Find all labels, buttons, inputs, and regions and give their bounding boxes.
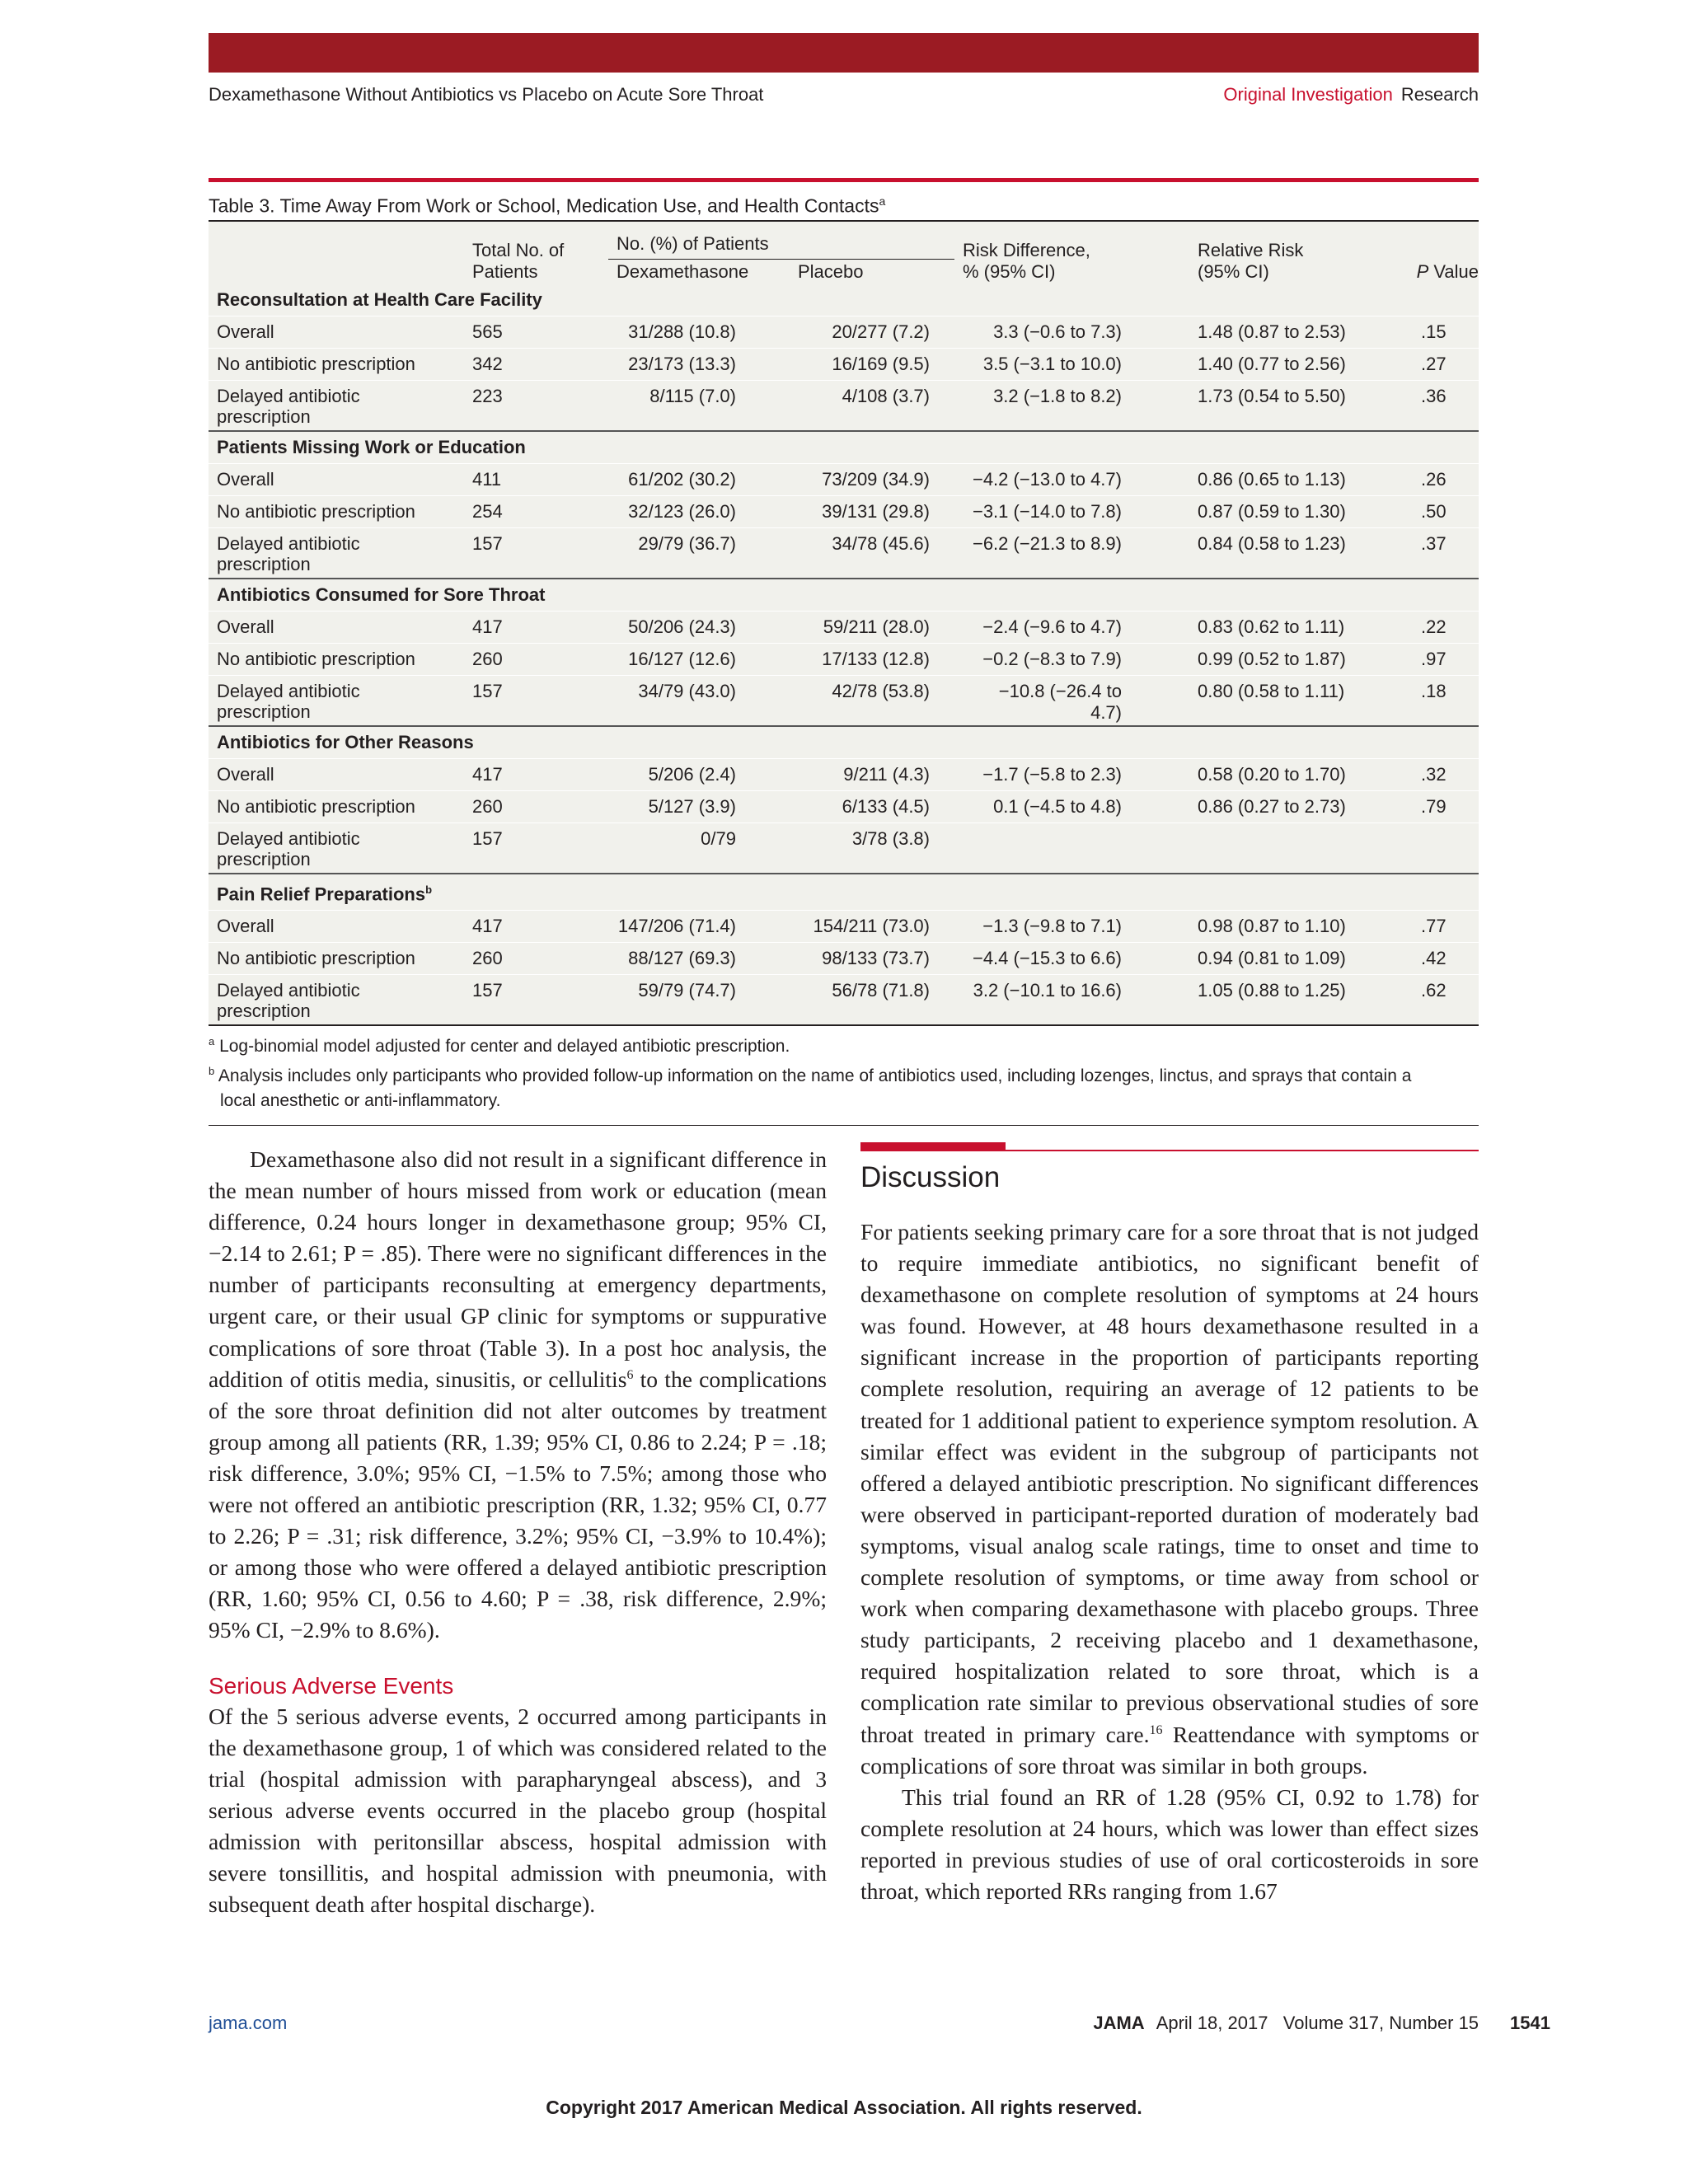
total-patients-cell: 260 [464, 644, 608, 676]
article-type: Original Investigation [1223, 84, 1393, 105]
table-title: Table 3. Time Away From Work or School, Medication Use, and Health Contacts$^a$ [209, 182, 1479, 222]
placebo-cell: 6/133 (4.5) [790, 791, 954, 823]
header-total: Total No. of Patients [472, 240, 565, 282]
relative-risk-cell: 0.58 (0.20 to 1.70) [1189, 759, 1400, 791]
risk-difference-cell: 3.3 (−0.6 to 7.3) [954, 316, 1189, 349]
row-label: Overall [209, 316, 464, 349]
table-section-header: Antibiotics Consumed for Sore Throat [209, 579, 1479, 612]
p-value-cell: .22 [1400, 612, 1479, 644]
dexamethasone-cell: 147/206 (71.4) [608, 911, 790, 943]
total-patients-cell: 342 [464, 349, 608, 381]
relative-risk-cell: 0.83 (0.62 to 1.11) [1189, 612, 1400, 644]
header-dexamethasone: Dexamethasone [608, 260, 790, 284]
table-row [209, 381, 1479, 432]
dexamethasone-cell: 88/127 (69.3) [608, 943, 790, 975]
relative-risk-cell: 0.86 (0.27 to 2.73) [1189, 791, 1400, 823]
placebo-cell: 9/211 (4.3) [790, 759, 954, 791]
risk-difference-cell: −3.1 (−14.0 to 7.8) [954, 496, 1189, 528]
total-patients-cell: 565 [464, 316, 608, 349]
table-section-header: Pain Relief Preparations$^b$ [209, 874, 1479, 911]
relative-risk-cell: 0.86 (0.65 to 1.13) [1189, 464, 1400, 496]
total-patients-cell: 417 [464, 911, 608, 943]
relative-risk-cell: 1.40 (0.77 to 2.56) [1189, 349, 1400, 381]
p-value-cell: .79 [1400, 791, 1479, 823]
row-label: Overall [209, 464, 464, 496]
page-number: 1541 [1510, 2013, 1550, 2033]
table-row [209, 464, 1479, 496]
dexamethasone-cell: 0/79 [608, 823, 790, 874]
placebo-cell: 154/211 (73.0) [790, 911, 954, 943]
p-value-cell: .77 [1400, 911, 1479, 943]
risk-difference-cell: −1.7 (−5.8 to 2.3) [954, 759, 1189, 791]
dexamethasone-cell: 32/123 (26.0) [608, 496, 790, 528]
table-row [209, 911, 1479, 943]
p-value-cell: .15 [1400, 316, 1479, 349]
dexamethasone-cell: 23/173 (13.3) [608, 349, 790, 381]
p-value-cell: .32 [1400, 759, 1479, 791]
journal-citation: JAMA April 18, 2017 Volume 317, Number 15 1541 [1093, 2013, 1550, 2033]
risk-difference-cell: −1.3 (−9.8 to 7.1) [954, 911, 1189, 943]
table-row [209, 349, 1479, 381]
dexamethasone-cell: 61/202 (30.2) [608, 464, 790, 496]
total-patients-cell: 157 [464, 823, 608, 874]
header-placebo: Placebo [790, 260, 954, 284]
risk-difference-cell: 3.2 (−10.1 to 16.6) [954, 975, 1189, 1025]
relative-risk-cell: 0.87 (0.59 to 1.30) [1189, 496, 1400, 528]
left-column [209, 1144, 827, 1920]
total-patients-cell: 157 [464, 975, 608, 1025]
placebo-cell: 34/78 (45.6) [790, 528, 954, 579]
table-row [209, 791, 1479, 823]
p-value-cell: .36 [1400, 381, 1479, 432]
placebo-cell: 17/133 (12.8) [790, 644, 954, 676]
copyright-notice: Copyright 2017 American Medical Association. All rights reserved. [546, 2097, 1142, 2118]
placebo-cell: 42/78 (53.8) [790, 676, 954, 727]
relative-risk-cell: 0.94 (0.81 to 1.09) [1189, 943, 1400, 975]
table-row [209, 823, 1479, 874]
risk-difference-cell: −4.2 (−13.0 to 4.7) [954, 464, 1189, 496]
footnote-mark: b [425, 883, 433, 896]
data-table [209, 222, 1479, 1024]
row-label: Delayed antibiotic prescription [209, 975, 464, 1025]
total-patients-cell: 260 [464, 943, 608, 975]
placebo-cell: 4/108 (3.7) [790, 381, 954, 432]
table-body [209, 284, 1479, 1024]
row-label: No antibiotic prescription [209, 644, 464, 676]
p-value-cell [1400, 823, 1479, 874]
header-group: No. (%) of Patients [617, 233, 769, 255]
p-value-cell: .26 [1400, 464, 1479, 496]
table-row [209, 676, 1479, 727]
citation: 16 [1149, 1722, 1163, 1737]
dexamethasone-cell: 5/206 (2.4) [608, 759, 790, 791]
p-value-cell: .42 [1400, 943, 1479, 975]
dexamethasone-cell: 29/79 (36.7) [608, 528, 790, 579]
table-section-header: Patients Missing Work or Education [209, 431, 1479, 464]
table-row [209, 316, 1479, 349]
p-value-cell: .50 [1400, 496, 1479, 528]
section-label [1223, 84, 1479, 105]
row-label: Overall [209, 612, 464, 644]
row-label: Delayed antibiotic prescription [209, 676, 464, 727]
header-color-bar [209, 33, 1479, 73]
placebo-cell: 59/211 (28.0) [790, 612, 954, 644]
total-patients-cell: 254 [464, 496, 608, 528]
right-column [860, 1142, 1479, 1907]
risk-difference-cell: −2.4 (−9.6 to 4.7) [954, 612, 1189, 644]
relative-risk-cell: 0.80 (0.58 to 1.11) [1189, 676, 1400, 727]
table-header-row [209, 222, 1479, 260]
row-label: Delayed antibiotic prescription [209, 381, 464, 432]
risk-difference-cell: 3.2 (−1.8 to 8.2) [954, 381, 1189, 432]
total-patients-cell: 411 [464, 464, 608, 496]
discussion-rule [860, 1142, 1479, 1152]
risk-difference-cell: −6.2 (−21.3 to 8.9) [954, 528, 1189, 579]
placebo-cell: 39/131 (29.8) [790, 496, 954, 528]
table-row [209, 644, 1479, 676]
dexamethasone-cell: 16/127 (12.6) [608, 644, 790, 676]
row-label: Delayed antibiotic prescription [209, 528, 464, 579]
table-row [209, 759, 1479, 791]
relative-risk-cell: 1.05 (0.88 to 1.25) [1189, 975, 1400, 1025]
row-label: No antibiotic prescription [209, 349, 464, 381]
dexamethasone-cell: 8/115 (7.0) [608, 381, 790, 432]
placebo-cell: 3/78 (3.8) [790, 823, 954, 874]
running-title: Dexamethasone Without Antibiotics vs Placebo on Acute Sore Throat [209, 84, 764, 105]
relative-risk-cell: 1.73 (0.54 to 5.50) [1189, 381, 1400, 432]
total-patients-cell: 260 [464, 791, 608, 823]
total-patients-cell: 157 [464, 528, 608, 579]
table-row [209, 975, 1479, 1025]
footnote-b: $^b$ Analysis includes only participants who provided follow-up information on the name of antibiotics used, including lozenges, linctus, and sprays that contain a local anesthetic or anti-inflammatory. [209, 1065, 1412, 1111]
placebo-cell: 98/133 (73.7) [790, 943, 954, 975]
row-label: Overall [209, 759, 464, 791]
placebo-cell: 16/169 (9.5) [790, 349, 954, 381]
footnote-mark: a [879, 194, 886, 208]
article-category: Research [1400, 84, 1479, 105]
total-patients-cell: 417 [464, 612, 608, 644]
relative-risk-cell: 0.84 (0.58 to 1.23) [1189, 528, 1400, 579]
p-value-cell: .18 [1400, 676, 1479, 727]
table-row [209, 612, 1479, 644]
risk-difference-cell: −0.2 (−8.3 to 7.9) [954, 644, 1189, 676]
row-label: No antibiotic prescription [209, 791, 464, 823]
risk-difference-cell: 3.5 (−3.1 to 10.0) [954, 349, 1189, 381]
p-value-cell: .37 [1400, 528, 1479, 579]
p-value-cell: .62 [1400, 975, 1479, 1025]
row-label: Delayed antibiotic prescription [209, 823, 464, 874]
table-row [209, 943, 1479, 975]
header-p-value: P Value [1416, 261, 1479, 282]
table-row [209, 496, 1479, 528]
dexamethasone-cell: 5/127 (3.9) [608, 791, 790, 823]
body-paragraph: This trial found an RR of 1.28 (95% CI, 0.92 to 1.78) for complete resolution at 24 hours, which was lower than effect sizes reported in previous studies of use of oral corticosteroids in sore throat, which reported RRs ranging from 1.67 [860, 1783, 1479, 1904]
table-end-rule [209, 1125, 1479, 1126]
dexamethasone-cell: 34/79 (43.0) [608, 676, 790, 727]
p-value-cell: .27 [1400, 349, 1479, 381]
header-risk-difference: Risk Difference, % (95% CI) [963, 240, 1090, 282]
p-value-cell: .97 [1400, 644, 1479, 676]
row-label: No antibiotic prescription [209, 943, 464, 975]
table-footnotes [209, 1026, 1479, 1113]
placebo-cell: 73/209 (34.9) [790, 464, 954, 496]
journal-website-link[interactable]: jama.com [209, 2013, 288, 2033]
risk-difference-cell: −10.8 (−26.4 to 4.7) [954, 676, 1189, 727]
body-paragraph: For patients seeking primary care for a sore throat that is not judged to require immediate antibiotics, no significant benefit of dexamethasone on complete resolution of symptoms at 24 hours was found. However, at 48 hours dexamethasone resulted in a significant increase in the proportion of participants reporting complete resolution, requiring an average of 12 patients to be treated for 1 additional patient to experience symptom resolution. A similar effect was evident in the subgroup of participants not offered a delayed antibiotic prescription. No significant differences were observed in participant-reported duration of moderately bad symptoms, visual analog scale ratings, time to onset and time to complete resolution of symptoms, or time away from school or work when comparing dexamethasone with placebo groups. Three study participants, 2 receiving placebo and 1 dexamethasone, required hospitalization related to sore throat, which is a complication rate similar to previous observational studies of sore throat treated in primary care.$^{16}$ Reattendance with symptoms or complications of sore throat was similar in both groups. [860, 1219, 1479, 1779]
relative-risk-cell: 0.98 (0.87 to 1.10) [1189, 911, 1400, 943]
total-patients-cell: 223 [464, 381, 608, 432]
section-subheading: Serious Adverse Events [209, 1672, 454, 1699]
body-paragraph: Of the 5 serious adverse events, 2 occurred among participants in the dexamethasone group, 1 of which was considered related to the trial (hospital admission with parapharyngeal abscess), and 3 serious adverse events occurred in the placebo group (hospital admission with peritonsillar abscess, hospital admission with severe tonsillitis, and hospital admission with pneumonia, with subsequent death after hospital discharge). [209, 1703, 827, 1918]
citation: 6 [626, 1367, 634, 1382]
placebo-cell: 56/78 (71.8) [790, 975, 954, 1025]
running-header [209, 84, 1479, 110]
table-row [209, 528, 1479, 579]
row-label: Overall [209, 911, 464, 943]
dexamethasone-cell: 50/206 (24.3) [608, 612, 790, 644]
risk-difference-cell [954, 823, 1189, 874]
body-paragraph: Dexamethasone also did not result in a significant difference in the mean number of hours missed from work or education (mean difference, 0.24 hours longer in dexamethasone group; 95% CI, −2.14 to 2.61; P = .85). There were no significant differences in the number of participants reconsulting at emergency departments, urgent care, or their usual GP clinic for symptoms or suppurative complications of sore throat (Table 3). In a post hoc analysis, the addition of otitis media, sinusitis, or cellulitis$^6$ to the complications of the sore throat definition did not alter outcomes by treatment group among all patients (RR, 1.39; 95% CI, 0.86 to 2.24; P = .18; risk difference, 3.0%; 95% CI, −1.5% to 7.5%; among those who were not offered an antibiotic prescription (RR, 1.32; 95% CI, 0.77 to 2.26; P = .31; risk difference, 3.2%; 95% CI, −3.9% to 10.4%); or among those who were offered a delayed antibiotic prescription (RR, 1.60; 95% CI, 0.56 to 4.60; P = .38, risk difference, 2.9%; 95% CI, −2.9% to 8.6%). [209, 1146, 827, 1643]
table-section-header: Antibiotics for Other Reasons [209, 726, 1479, 759]
relative-risk-cell [1189, 823, 1400, 874]
discussion-heading: Discussion [860, 1161, 1001, 1193]
total-patients-cell: 417 [464, 759, 608, 791]
risk-difference-cell: −4.4 (−15.3 to 6.6) [954, 943, 1189, 975]
relative-risk-cell: 0.99 (0.52 to 1.87) [1189, 644, 1400, 676]
table-section-header: Reconsultation at Health Care Facility [217, 289, 542, 310]
header-relative-risk: Relative Risk (95% CI) [1198, 240, 1304, 282]
dexamethasone-cell: 31/288 (10.8) [608, 316, 790, 349]
row-label: No antibiotic prescription [209, 496, 464, 528]
risk-difference-cell: 0.1 (−4.5 to 4.8) [954, 791, 1189, 823]
total-patients-cell: 157 [464, 676, 608, 727]
placebo-cell: 20/277 (7.2) [790, 316, 954, 349]
footnote-a: $^a$ Log-binomial model adjusted for center and delayed antibiotic prescription. [209, 1035, 790, 1057]
table-3 [209, 178, 1479, 1126]
dexamethasone-cell: 59/79 (74.7) [608, 975, 790, 1025]
relative-risk-cell: 1.48 (0.87 to 2.53) [1189, 316, 1400, 349]
